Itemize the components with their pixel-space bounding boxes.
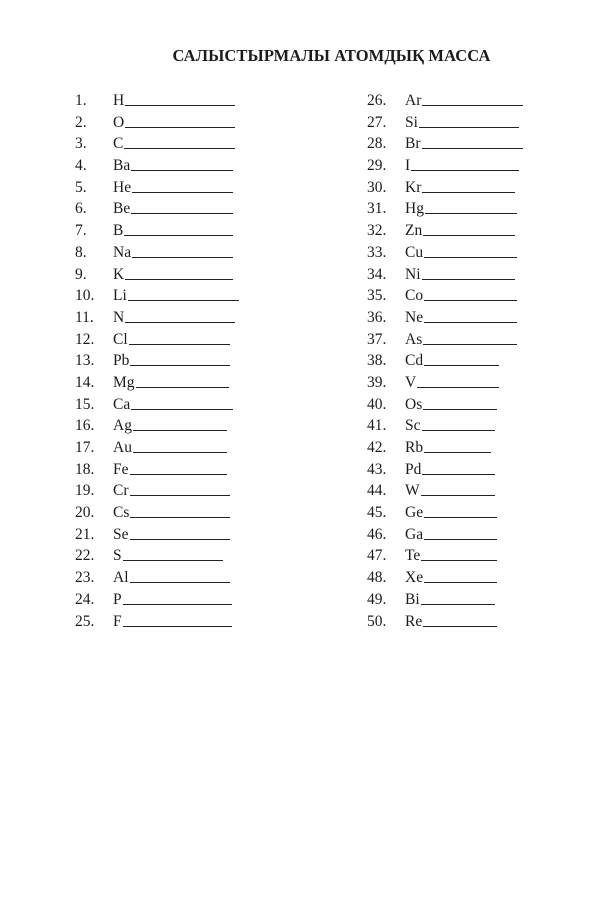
- answer-blank[interactable]: [131, 156, 233, 171]
- answer-blank[interactable]: [424, 503, 497, 518]
- answer-blank[interactable]: [423, 612, 497, 627]
- element-row: [75, 112, 239, 134]
- element-symbol: Be: [113, 200, 131, 218]
- element-row: [367, 459, 523, 481]
- answer-blank[interactable]: [123, 590, 232, 605]
- item-number: 7.: [75, 222, 87, 240]
- answer-blank[interactable]: [131, 395, 233, 410]
- element-symbol: Si: [405, 113, 418, 131]
- element-symbol: C: [113, 135, 124, 153]
- element-symbol: N: [113, 308, 125, 326]
- item-number: 19.: [75, 482, 95, 500]
- element-symbol: Ca: [113, 395, 131, 413]
- item-number: 37.: [367, 330, 387, 348]
- answer-blank[interactable]: [125, 308, 235, 323]
- element-row: [75, 264, 239, 286]
- element-symbol: K: [113, 265, 125, 283]
- answer-blank[interactable]: [422, 265, 515, 280]
- item-number: 36.: [367, 308, 387, 326]
- answer-blank[interactable]: [421, 546, 497, 561]
- worksheet-title: САЛЫСТЫРМАЛЫ АТОМДЫҚ МАССА: [172, 46, 491, 65]
- item-number: 46.: [367, 525, 387, 543]
- item-number: 32.: [367, 222, 387, 240]
- item-number: 28.: [367, 135, 387, 153]
- answer-blank[interactable]: [128, 286, 239, 301]
- element-row: [367, 611, 523, 633]
- item-number: 4.: [75, 157, 87, 175]
- element-symbol: Mg: [113, 373, 135, 391]
- element-row: [367, 372, 523, 394]
- answer-blank[interactable]: [421, 481, 495, 496]
- element-row: [75, 155, 239, 177]
- item-number: 22.: [75, 547, 95, 565]
- right-element-list: [367, 90, 523, 632]
- element-symbol: V: [405, 373, 417, 391]
- answer-blank[interactable]: [423, 221, 515, 236]
- answer-blank[interactable]: [421, 590, 495, 605]
- item-number: 21.: [75, 525, 95, 543]
- item-number: 47.: [367, 547, 387, 565]
- answer-blank[interactable]: [131, 199, 233, 214]
- answer-blank[interactable]: [133, 416, 227, 431]
- element-symbol: Au: [113, 439, 132, 456]
- answer-blank[interactable]: [125, 265, 233, 280]
- answer-blank[interactable]: [132, 243, 233, 258]
- element-row: [75, 198, 239, 220]
- element-symbol: Xe: [405, 569, 424, 587]
- answer-blank[interactable]: [129, 330, 230, 345]
- item-number: 26.: [367, 92, 387, 109]
- element-symbol: Pb: [113, 352, 130, 370]
- element-row: [75, 480, 239, 502]
- answer-blank[interactable]: [125, 113, 235, 128]
- element-row: [367, 480, 523, 502]
- item-number: 31.: [367, 200, 387, 218]
- item-number: 20.: [75, 504, 95, 522]
- element-row: [75, 502, 239, 524]
- item-number: 38.: [367, 352, 387, 370]
- element-row: [367, 155, 523, 177]
- element-row: [75, 133, 239, 155]
- element-row: [75, 589, 239, 611]
- item-number: 34.: [367, 265, 387, 283]
- item-number: 1.: [75, 92, 87, 109]
- element-row: [75, 372, 239, 394]
- element-row: [367, 589, 523, 611]
- element-symbol: Fe: [113, 460, 129, 478]
- element-row: [75, 611, 239, 633]
- element-symbol: Se: [113, 525, 129, 543]
- element-symbol: P: [113, 590, 122, 608]
- element-row: [75, 285, 239, 307]
- element-row: [75, 307, 239, 329]
- item-number: 27.: [367, 113, 387, 131]
- element-symbol: B: [113, 222, 124, 240]
- answer-blank[interactable]: [424, 568, 497, 583]
- answer-blank[interactable]: [130, 460, 227, 475]
- element-symbol: Te: [405, 547, 421, 565]
- element-symbol: Cs: [113, 504, 130, 522]
- element-symbol: As: [405, 330, 423, 348]
- element-symbol: F: [113, 612, 122, 630]
- item-number: 6.: [75, 200, 87, 218]
- element-symbol: W: [405, 482, 420, 500]
- item-number: 35.: [367, 287, 387, 305]
- element-symbol: He: [113, 178, 132, 196]
- answer-blank[interactable]: [424, 286, 517, 301]
- element-row: [75, 90, 239, 112]
- element-row: [367, 242, 523, 264]
- answer-blank[interactable]: [424, 525, 497, 540]
- element-row: [75, 415, 239, 437]
- item-number: 17.: [75, 439, 95, 456]
- item-number: 30.: [367, 178, 387, 196]
- answer-blank[interactable]: [136, 373, 229, 388]
- answer-blank[interactable]: [417, 373, 499, 388]
- element-row: [75, 567, 239, 589]
- element-row: [367, 350, 523, 372]
- element-symbol: Co: [405, 287, 424, 305]
- element-symbol: Rb: [405, 439, 424, 456]
- element-symbol: Zn: [405, 222, 423, 240]
- item-number: 8.: [75, 243, 87, 261]
- element-row: [367, 394, 523, 416]
- item-number: 42.: [367, 439, 387, 456]
- element-symbol: Li: [113, 287, 127, 305]
- answer-blank[interactable]: [123, 612, 232, 627]
- element-symbol: H: [113, 92, 125, 109]
- item-number: 15.: [75, 395, 95, 413]
- element-row: [367, 177, 523, 199]
- element-row: [75, 177, 239, 199]
- element-row: [75, 437, 239, 459]
- answer-blank[interactable]: [425, 199, 517, 214]
- element-symbol: Cl: [113, 330, 128, 348]
- element-symbol: Ag: [113, 417, 132, 435]
- element-row: [367, 307, 523, 329]
- element-row: [75, 394, 239, 416]
- item-number: 11.: [75, 308, 94, 326]
- answer-blank[interactable]: [130, 503, 230, 518]
- item-number: 23.: [75, 569, 95, 587]
- item-number: 9.: [75, 265, 87, 283]
- element-symbol: Ar: [405, 92, 422, 109]
- element-row: [367, 415, 523, 437]
- element-row: [367, 329, 523, 351]
- element-row: [75, 329, 239, 351]
- item-number: 45.: [367, 504, 387, 522]
- answer-blank[interactable]: [130, 481, 230, 496]
- item-number: 40.: [367, 395, 387, 413]
- element-symbol: Br: [405, 135, 421, 153]
- answer-blank[interactable]: [125, 91, 235, 106]
- answer-blank[interactable]: [423, 330, 517, 345]
- answer-blank[interactable]: [124, 134, 235, 149]
- answer-blank[interactable]: [424, 438, 491, 453]
- element-row: [75, 545, 239, 567]
- item-number: 14.: [75, 373, 95, 391]
- element-row: [75, 220, 239, 242]
- element-symbol: Cd: [405, 352, 424, 370]
- element-symbol: Ge: [405, 504, 424, 522]
- element-symbol: O: [113, 113, 125, 131]
- item-number: 33.: [367, 243, 387, 261]
- element-symbol: S: [113, 547, 122, 565]
- item-number: 29.: [367, 157, 387, 175]
- element-symbol: Ga: [405, 525, 424, 543]
- item-number: 41.: [367, 417, 387, 435]
- item-number: 13.: [75, 352, 95, 370]
- answer-blank[interactable]: [424, 243, 517, 258]
- element-row: [367, 90, 523, 112]
- item-number: 24.: [75, 590, 95, 608]
- item-number: 18.: [75, 460, 95, 478]
- element-row: [75, 350, 239, 372]
- answer-blank[interactable]: [124, 221, 233, 236]
- element-row: [367, 524, 523, 546]
- element-symbol: Re: [405, 612, 423, 630]
- element-row: [367, 198, 523, 220]
- item-number: 43.: [367, 460, 387, 478]
- answer-blank[interactable]: [130, 525, 230, 540]
- answer-blank[interactable]: [422, 416, 495, 431]
- answer-blank[interactable]: [422, 134, 523, 149]
- element-symbol: Cr: [113, 482, 129, 500]
- element-row: [367, 112, 523, 134]
- answer-blank[interactable]: [419, 113, 519, 128]
- left-element-list: [75, 90, 239, 632]
- answer-blank[interactable]: [130, 351, 230, 366]
- answer-blank[interactable]: [133, 438, 227, 453]
- element-symbol: Ne: [405, 308, 424, 326]
- item-number: 39.: [367, 373, 387, 391]
- answer-blank[interactable]: [424, 308, 517, 323]
- item-number: 25.: [75, 612, 95, 630]
- element-row: [75, 524, 239, 546]
- answer-blank[interactable]: [422, 178, 515, 193]
- element-row: [75, 459, 239, 481]
- answer-blank[interactable]: [132, 178, 233, 193]
- element-symbol: Ni: [405, 265, 421, 283]
- answer-blank[interactable]: [130, 568, 230, 583]
- answer-blank[interactable]: [123, 546, 223, 561]
- item-number: 10.: [75, 287, 95, 305]
- element-row: [367, 437, 523, 459]
- item-number: 48.: [367, 569, 387, 587]
- element-row: [75, 242, 239, 264]
- element-symbol: Bi: [405, 590, 420, 608]
- element-row: [367, 567, 523, 589]
- element-symbol: Al: [113, 569, 129, 587]
- element-row: [367, 502, 523, 524]
- element-symbol: Cu: [405, 243, 424, 261]
- element-symbol: Os: [405, 395, 423, 413]
- item-number: 5.: [75, 178, 87, 196]
- element-row: [367, 220, 523, 242]
- element-row: [367, 133, 523, 155]
- element-symbol: Kr: [405, 178, 422, 196]
- element-symbol: Sc: [405, 417, 421, 435]
- item-number: 50.: [367, 612, 387, 630]
- element-row: [367, 264, 523, 286]
- item-number: 2.: [75, 113, 87, 131]
- item-number: 12.: [75, 330, 95, 348]
- element-symbol: I: [405, 157, 411, 175]
- element-symbol: Hg: [405, 200, 424, 218]
- item-number: 16.: [75, 417, 95, 435]
- element-symbol: Ba: [113, 157, 131, 175]
- answer-blank[interactable]: [423, 395, 497, 410]
- answer-blank[interactable]: [422, 460, 495, 475]
- item-number: 49.: [367, 590, 387, 608]
- item-number: 44.: [367, 482, 387, 500]
- element-symbol: Na: [113, 243, 132, 261]
- answer-blank[interactable]: [424, 351, 499, 366]
- answer-blank[interactable]: [422, 91, 523, 106]
- element-row: [367, 545, 523, 567]
- element-row: [367, 285, 523, 307]
- answer-blank[interactable]: [411, 156, 519, 171]
- element-symbol: Pd: [405, 460, 422, 478]
- item-number: 3.: [75, 135, 87, 153]
